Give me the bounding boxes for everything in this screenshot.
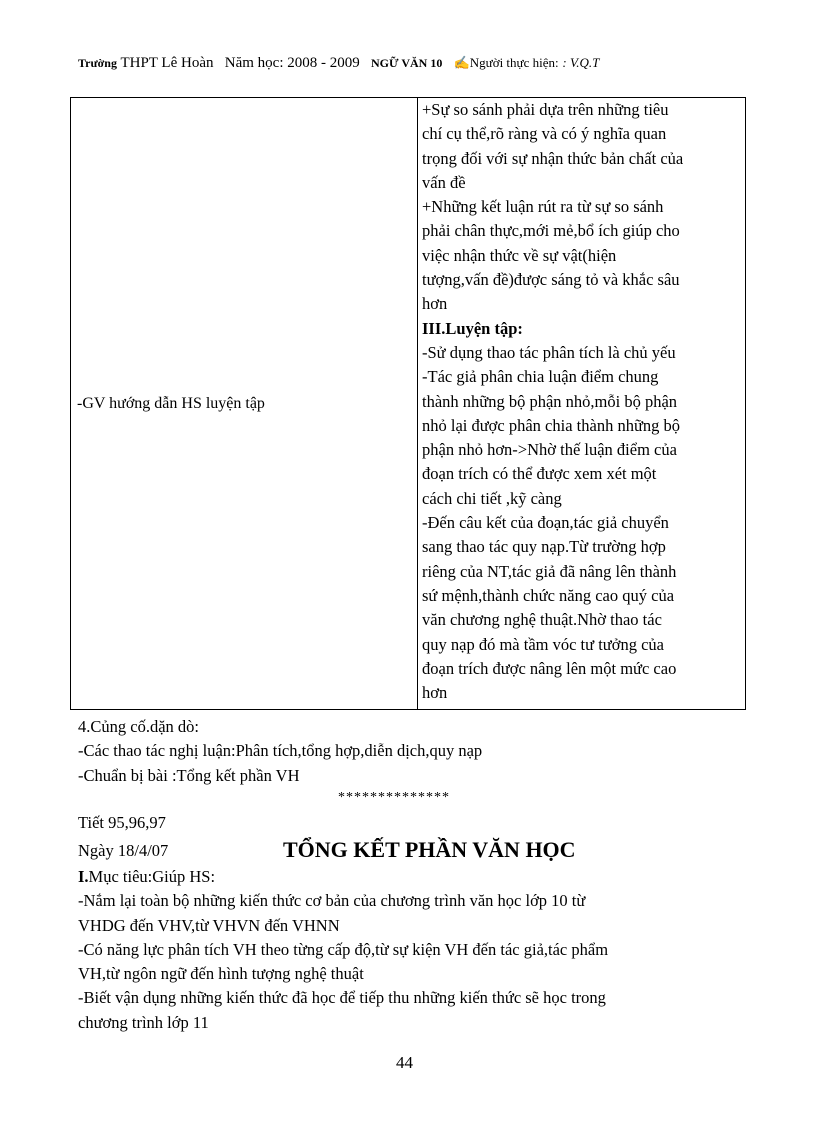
goal-line: -Nắm lại toàn bộ những kiến thức cơ bản của chương trình văn học lớp 10 từ xyxy=(78,891,586,911)
goal-line: -Có năng lực phân tích VH theo từng cấp độ,từ sự kiện VH đến tác giả,tác phẩm xyxy=(78,939,609,959)
goals-heading-text: Mục tiêu:Giúp HS: xyxy=(88,867,216,886)
content-line: tượng,vấn đề)được sáng tỏ và khắc sâu xyxy=(422,270,680,290)
content-line: chí cụ thể,rõ ràng và có ý nghĩa quan xyxy=(422,124,667,144)
separator: ************** xyxy=(338,790,450,805)
school-year: Năm học: 2008 - 2009 xyxy=(224,55,360,71)
content-line: riêng của NT,tác giả đã nâng lên thành xyxy=(422,561,677,581)
consolidation-line: -Các thao tác nghị luận:Phân tích,tổng hợp,diễn dịch,quy nạp xyxy=(78,741,483,761)
lesson-title: TỔNG KẾT PHẦN VĂN HỌC xyxy=(283,837,576,862)
page-number: 44 xyxy=(396,1053,413,1072)
goal-line: -Biết vận dụng những kiến thức đã học để tiếp thu những kiến thức sẽ học trong xyxy=(78,988,606,1008)
goal-line: VH,từ ngôn ngữ đến hình tượng nghệ thuật xyxy=(78,964,364,984)
content-line: sứ mệnh,thành chức năng cao quý của xyxy=(422,585,675,605)
content-line: -Đến câu kết của đoạn,tác giả chuyển xyxy=(422,513,669,533)
section-heading: III.Luyện tập: xyxy=(422,318,523,338)
school-name: THPT Lê Hoàn xyxy=(120,55,214,71)
content-line: hơn xyxy=(422,683,448,703)
content-line: phận nhỏ hơn->Nhờ thế luận điểm của xyxy=(422,440,677,460)
content-line: việc nhận thức về sự vật(hiện xyxy=(422,245,617,265)
content-line: đoạn trích có thể được xem xét một xyxy=(422,464,657,484)
consolidation-section xyxy=(78,715,758,788)
lesson-period: Tiết 95,96,97 xyxy=(78,813,166,832)
goal-line: chương trình lớp 11 xyxy=(78,1012,209,1032)
subject: NGỮ VĂN 10 xyxy=(370,56,443,70)
lesson-date: Ngày 18/4/07 xyxy=(78,841,169,860)
content-line: quy nạp đó mà tầm vóc tư tưởng của xyxy=(422,634,664,654)
pen-icon: ✍ xyxy=(453,55,470,70)
teacher-activity-text: -GV hướng dẫn HS luyện tập xyxy=(77,394,265,412)
goals-heading xyxy=(78,865,758,889)
content-line: hơn xyxy=(422,294,448,314)
author-name: : V.Q.T xyxy=(562,55,600,70)
content-cell xyxy=(418,98,746,710)
goals-heading-number: I. xyxy=(78,867,89,886)
content-line: nhỏ lại được phân chia thành những bộ xyxy=(422,415,681,435)
consolidation-line: -Chuẩn bị bài :Tổng kết phần VH xyxy=(78,765,300,785)
content-line: -Tác giả phân chia luận điểm chung xyxy=(422,367,659,387)
goals-section xyxy=(78,865,758,1035)
content-line: +Những kết luận rút ra từ sự so sánh xyxy=(422,197,664,217)
content-line: +Sự so sánh phải dựa trên những tiêu xyxy=(422,100,669,119)
content-line: đoạn trích được nâng lên một mức cao xyxy=(422,658,677,678)
school-label: Trường xyxy=(78,56,117,70)
consolidation-line: 4.Củng cố.dặn dò: xyxy=(78,717,199,736)
content-line: phải chân thực,mới mẻ,bổ ích giúp cho xyxy=(422,221,680,241)
content-line: vấn đề xyxy=(422,172,466,192)
content-line: -Sử dụng thao tác phân tích là chủ yếu xyxy=(422,342,676,362)
page-header xyxy=(78,55,599,72)
lesson-table xyxy=(70,97,746,710)
content-line: trọng đối với sự nhận thức bản chất của xyxy=(422,148,684,168)
content-line: thành những bộ phận nhỏ,mỗi bộ phận xyxy=(422,391,678,411)
goal-line: VHDG đến VHV,từ VHVN đến VHNN xyxy=(78,915,340,935)
author-label: Người thực hiện: xyxy=(469,55,559,70)
content-line: sang thao tác quy nạp.Từ trường hợp xyxy=(422,537,666,557)
teacher-activity-cell xyxy=(71,98,418,710)
content-line: cách chi tiết ,kỹ càng xyxy=(422,488,562,508)
content-line: văn chương nghệ thuật.Nhờ thao tác xyxy=(422,610,662,630)
